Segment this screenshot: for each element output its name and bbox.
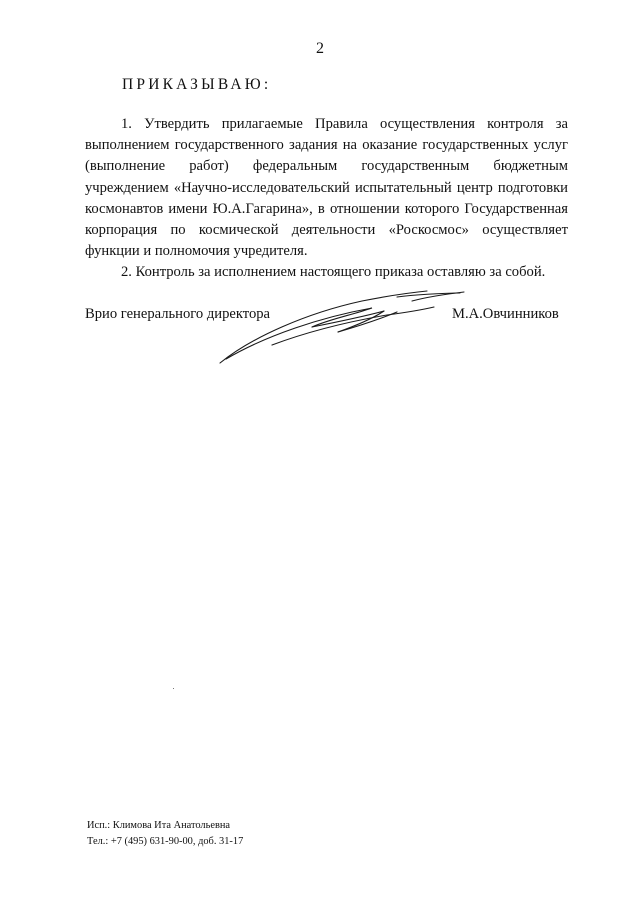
- order-heading: ПРИКАЗЫВАЮ:: [122, 76, 272, 93]
- order-item-2: 2. Контроль за исполнением настоящего приказа оставляю за собой.: [121, 264, 546, 281]
- executor-phone: Тел.: +7 (495) 631-90-00, доб. 31-17: [87, 836, 244, 848]
- handwritten-signature: [212, 275, 472, 370]
- executor-footer: [87, 818, 243, 850]
- signatory-name: М.А.Овчинников: [452, 306, 559, 322]
- order-item-1: 1. Утвердить прилагаемые Правила осуществления контроля за выполнением государственного задания на оказание государственных услуг (выполнение работ) федеральным государственным бюджетным учреждением «Научно-исследовательский испытательный центр подготовки космонавтов имени Ю.А.Гагарина», в отношении которого Государственная корпорация по космической деятельности «Роскосмос» осуществляет функции и полномочия учредителя.: [85, 116, 568, 260]
- signatory-position: Врио генерального директора: [85, 306, 271, 322]
- executor-name: Исп.: Климова Ита Анатольевна: [87, 820, 231, 831]
- page-number: 2: [316, 40, 324, 57]
- order-body: [85, 114, 568, 284]
- scan-speck: [173, 688, 174, 689]
